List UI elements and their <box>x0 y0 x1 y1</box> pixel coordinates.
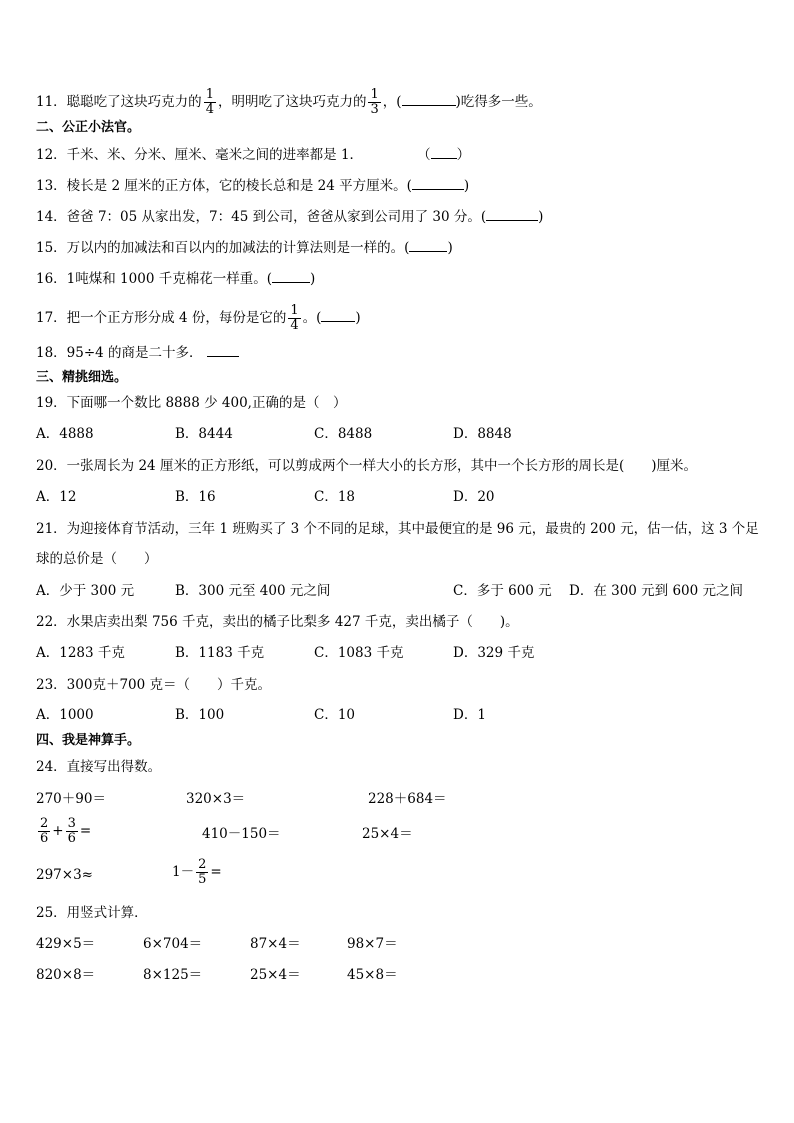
answer-blank[interactable] <box>402 93 456 106</box>
answer-blank[interactable] <box>486 208 538 221</box>
fraction: $\frac{2}{6}$ <box>40 816 49 846</box>
question-11: 11．聪聪吃了这块巧克力的 $\frac{1}{4}$ ，明明吃了这块巧克力的 $\frac{1}{3}$ ，( )吃得多一些。 <box>36 87 542 117</box>
question-21-cont: 球的总价是（ ） <box>36 551 158 567</box>
question-23: 23．300克＋700 克＝（ ）千克。 <box>36 677 272 693</box>
fraction: $\frac{2}{5}$ <box>198 857 207 887</box>
question-16: 16．1吨煤和 1000 千克棉花一样重。( ) <box>36 271 316 287</box>
fraction-one-quarter: $\frac{1}{4}$ <box>205 87 214 117</box>
calc-item: 25×4＝ <box>362 826 413 842</box>
calc-item-fraction-sum: $\frac{2}{6}$ + $\frac{3}{6}$ = <box>40 816 92 846</box>
option-b[interactable]: B．16 <box>175 489 216 505</box>
option-c[interactable]: C．10 <box>314 707 356 723</box>
question-20: 20．一张周长为 24 厘米的正方形纸，可以剪成两个一样大小的长方形，其中一个长方形的周长是( )厘米。 <box>36 458 697 474</box>
calc-item-fraction-diff: 1－ $\frac{2}{5}$ = <box>172 857 222 887</box>
option-a[interactable]: A．少于 300 元 <box>36 583 135 599</box>
calc-item: 320×3＝ <box>186 791 246 807</box>
question-12: 12．千米、米、分米、厘米、毫米之间的进率都是 1． （ ） <box>36 147 471 163</box>
question-15: 15．万以内的加减法和百以内的加减法的计算法则是一样的。( ) <box>36 240 453 256</box>
calc-item: 6×704＝ <box>143 936 203 952</box>
calc-item: 270＋90＝ <box>36 791 106 807</box>
fraction-one-third: $\frac{1}{3}$ <box>370 87 379 117</box>
calc-item: 98×7＝ <box>347 936 398 952</box>
option-c[interactable]: C．8488 <box>314 426 373 442</box>
calc-item: 410－150＝ <box>202 826 281 842</box>
question-21: 21．为迎接体育节活动，三年 1 班购买了 3 个不同的足球，其中最便宜的是 96 元，最贵的 200 元，估一估，这 3 个足 <box>36 521 759 537</box>
option-b[interactable]: B．100 <box>175 707 225 723</box>
question-14: 14．爸爸 7：05 从家出发，7：45 到公司，爸爸从家到公司用了 30 分。( ) <box>36 209 544 225</box>
question-13: 13．棱长是 2 厘米的正方体，它的棱长总和是 24 平方厘米。( ) <box>36 178 470 194</box>
answer-blank[interactable] <box>272 270 310 283</box>
option-d[interactable]: D．20 <box>453 489 495 505</box>
option-a[interactable]: A．1000 <box>36 707 94 723</box>
option-c[interactable]: C．1083 千克 <box>314 645 404 661</box>
calc-item: 45×8＝ <box>347 967 398 983</box>
option-c[interactable]: C．多于 600 元 <box>453 583 552 599</box>
question-25: 25．用竖式计算． <box>36 905 148 921</box>
calc-item: 820×8＝ <box>36 967 96 983</box>
option-b[interactable]: B．1183 千克 <box>175 645 265 661</box>
answer-blank[interactable] <box>207 344 239 357</box>
calc-item: 228＋684＝ <box>368 791 447 807</box>
question-22: 22．水果店卖出梨 756 千克，卖出的橘子比梨多 427 千克，卖出橘子（ )。 <box>36 614 519 630</box>
option-d[interactable]: D．1 <box>453 707 486 723</box>
question-24: 24．直接写出得数。 <box>36 759 162 775</box>
option-a[interactable]: A．12 <box>36 489 77 505</box>
answer-blank[interactable] <box>412 177 464 190</box>
fraction-one-quarter: $\frac{1}{4}$ <box>290 303 299 333</box>
section-3-heading: 三、精挑细选。 <box>36 370 128 385</box>
calc-item: 8×125＝ <box>143 967 203 983</box>
calc-item: 297×3≈ <box>36 867 93 883</box>
section-2-heading: 二、公正小法官。 <box>36 120 141 135</box>
option-c[interactable]: C．18 <box>314 489 356 505</box>
section-4-heading: 四、我是神算手。 <box>36 733 141 748</box>
option-b[interactable]: B．8444 <box>175 426 233 442</box>
question-18: 18．95÷4 的商是二十多． <box>36 344 239 362</box>
option-d[interactable]: D．8848 <box>453 426 512 442</box>
question-19: 19．下面哪一个数比 8888 少 400,正确的是（ ） <box>36 395 347 411</box>
answer-blank[interactable] <box>409 239 447 252</box>
option-a[interactable]: A．4888 <box>36 426 94 442</box>
option-d[interactable]: D．在 300 元到 600 元之间 <box>569 583 744 599</box>
calc-item: 429×5＝ <box>36 936 96 952</box>
question-17: 17．把一个正方形分成 4 份，每份是它的 $\frac{1}{4}$ 。( ) <box>36 303 361 333</box>
fraction: $\frac{3}{6}$ <box>67 816 76 846</box>
option-d[interactable]: D．329 千克 <box>453 645 535 661</box>
answer-blank[interactable] <box>431 146 457 159</box>
calc-item: 87×4＝ <box>250 936 301 952</box>
calc-item: 25×4＝ <box>250 967 301 983</box>
option-b[interactable]: B．300 元至 400 元之间 <box>175 583 331 599</box>
answer-blank[interactable] <box>321 309 355 322</box>
option-a[interactable]: A．1283 千克 <box>36 645 125 661</box>
